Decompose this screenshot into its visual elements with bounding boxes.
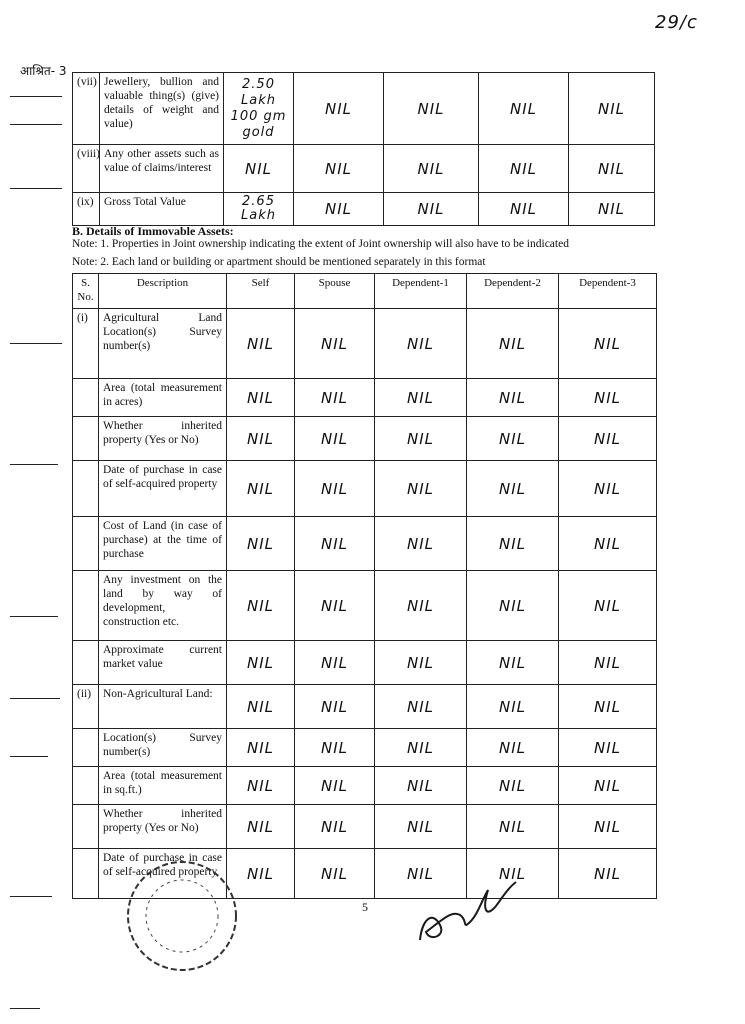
header-dependent-2: Dependent-2	[467, 274, 559, 309]
self-value: NIL	[227, 517, 295, 571]
margin-mark	[10, 896, 52, 897]
table-row	[73, 417, 657, 461]
table-row	[73, 145, 655, 193]
dep1-value: NIL	[375, 417, 467, 461]
spouse-value: NIL	[295, 729, 375, 767]
header-description: Description	[99, 274, 227, 309]
margin-mark	[10, 698, 60, 699]
dependent-3-value: NIL	[569, 193, 655, 226]
spouse-value: NIL	[295, 805, 375, 849]
table-row	[73, 193, 655, 226]
dependent-1-value: NIL	[384, 73, 479, 145]
table-row	[73, 767, 657, 805]
header-self: Self	[227, 274, 295, 309]
row-number: (vii)	[73, 73, 100, 145]
dep3-value: NIL	[559, 517, 657, 571]
signature	[412, 870, 522, 950]
self-value: NIL	[227, 767, 295, 805]
self-value: NIL	[227, 309, 295, 379]
table-row	[73, 309, 657, 379]
row-description: Date of purchase in case of self-acquired property	[99, 849, 227, 899]
dep3-value: NIL	[559, 849, 657, 899]
dep2-value: NIL	[467, 767, 559, 805]
spouse-value: NIL	[295, 379, 375, 417]
spouse-value: NIL	[295, 641, 375, 685]
header-spouse: Spouse	[295, 274, 375, 309]
spouse-value: NIL	[295, 417, 375, 461]
table-row	[73, 379, 657, 417]
row-number	[73, 805, 99, 849]
dep1-value: NIL	[375, 805, 467, 849]
official-stamp	[112, 858, 252, 978]
dependent-1-value: NIL	[384, 193, 479, 226]
spouse-value: NIL	[295, 461, 375, 517]
self-value: 2.65 Lakh	[224, 193, 294, 226]
dep1-value: NIL	[375, 767, 467, 805]
row-number: (ix)	[73, 193, 100, 226]
spouse-value: NIL	[294, 193, 384, 226]
row-number: (i)	[73, 309, 99, 379]
row-description: Agricultural Land Location(s) Survey number(s)	[99, 309, 227, 379]
dep1-value: NIL	[375, 309, 467, 379]
row-number	[73, 729, 99, 767]
dep3-value: NIL	[559, 685, 657, 729]
table-row	[73, 571, 657, 641]
dep3-value: NIL	[559, 417, 657, 461]
self-value: NIL	[227, 685, 295, 729]
self-value: NIL	[227, 379, 295, 417]
dep3-value: NIL	[559, 805, 657, 849]
row-description: Any investment on the land by way of development, construction etc.	[99, 571, 227, 641]
spouse-value: NIL	[295, 571, 375, 641]
table-row	[73, 73, 655, 145]
dep2-value: NIL	[467, 461, 559, 517]
row-number	[73, 417, 99, 461]
page-number: 5	[362, 900, 368, 914]
margin-mark	[10, 343, 62, 344]
dep2-value: NIL	[467, 571, 559, 641]
row-number	[73, 849, 99, 899]
dep1-value: NIL	[375, 729, 467, 767]
dep1-value: NIL	[375, 379, 467, 417]
dep2-value: NIL	[467, 685, 559, 729]
dep1-value: NIL	[375, 571, 467, 641]
spouse-value: NIL	[295, 309, 375, 379]
dep2-value: NIL	[467, 517, 559, 571]
self-value: NIL	[227, 417, 295, 461]
table-row	[73, 461, 657, 517]
header-dependent-3: Dependent-3	[559, 274, 657, 309]
margin-mark	[10, 124, 62, 125]
dep1-value: NIL	[375, 849, 467, 899]
row-description: Area (total measurement in sq.ft.)	[99, 767, 227, 805]
row-description: Jewellery, bullion and valuable thing(s) (give) details of weight and value)	[100, 73, 224, 145]
table-row	[73, 517, 657, 571]
dep3-value: NIL	[559, 379, 657, 417]
margin-mark	[10, 616, 58, 617]
dep1-value: NIL	[375, 641, 467, 685]
movable-assets-table	[72, 72, 655, 226]
dependent-2-value: NIL	[479, 145, 569, 193]
self-value: NIL	[224, 145, 294, 193]
dep2-value: NIL	[467, 641, 559, 685]
dep3-value: NIL	[559, 461, 657, 517]
dep2-value: NIL	[467, 805, 559, 849]
table-row	[73, 685, 657, 729]
row-number: (viii)	[73, 145, 100, 193]
self-value: 2.50 Lakh 100 gm gold	[224, 73, 294, 145]
table-header-row	[73, 274, 657, 309]
table-row	[73, 805, 657, 849]
row-description: Non-Agricultural Land:	[99, 685, 227, 729]
self-value: NIL	[227, 461, 295, 517]
row-description: Date of purchase in case of self-acquired property	[99, 461, 227, 517]
dep2-value: NIL	[467, 379, 559, 417]
dep3-value: NIL	[559, 767, 657, 805]
page-corner-mark: 29/c	[655, 12, 698, 33]
margin-mark	[10, 188, 62, 189]
dep3-value: NIL	[559, 641, 657, 685]
header-sno: S. No.	[73, 274, 99, 309]
self-value: NIL	[227, 849, 295, 899]
spouse-value: NIL	[294, 73, 384, 145]
self-value: NIL	[227, 729, 295, 767]
table-row	[73, 641, 657, 685]
dep1-value: NIL	[375, 461, 467, 517]
row-number	[73, 461, 99, 517]
row-description: Approximate current market value	[99, 641, 227, 685]
immovable-assets-table	[72, 273, 657, 899]
margin-mark	[10, 756, 48, 757]
note-1: Note: 1. Properties in Joint ownership indicating the extent of Joint ownership will also have to be indicated	[72, 238, 569, 250]
spouse-value: NIL	[295, 849, 375, 899]
dependent-3-value: NIL	[569, 145, 655, 193]
row-number	[73, 767, 99, 805]
dep3-value: NIL	[559, 729, 657, 767]
dep3-value: NIL	[559, 571, 657, 641]
spouse-value: NIL	[294, 145, 384, 193]
row-number	[73, 571, 99, 641]
row-description: Area (total measurement in acres)	[99, 379, 227, 417]
note-2: Note: 2. Each land or building or apartment should be mentioned separately in this format	[72, 256, 486, 268]
row-number	[73, 379, 99, 417]
row-number	[73, 641, 99, 685]
row-number	[73, 517, 99, 571]
dependent-2-value: NIL	[479, 193, 569, 226]
margin-mark	[10, 1008, 40, 1009]
margin-mark	[10, 464, 58, 465]
row-description: Whether inherited property (Yes or No)	[99, 417, 227, 461]
dependent-2-value: NIL	[479, 73, 569, 145]
dep1-value: NIL	[375, 517, 467, 571]
self-value: NIL	[227, 805, 295, 849]
row-description: Whether inherited property (Yes or No)	[99, 805, 227, 849]
row-description: Any other assets such as value of claims/interest	[100, 145, 224, 193]
dep2-value: NIL	[467, 849, 559, 899]
dep2-value: NIL	[467, 729, 559, 767]
row-description: Cost of Land (in case of purchase) at the time of purchase	[99, 517, 227, 571]
dep1-value: NIL	[375, 685, 467, 729]
annex-label: आश्रित- 3	[20, 64, 67, 78]
section-b-title: B. Details of Immovable Assets:	[72, 224, 234, 238]
spouse-value: NIL	[295, 767, 375, 805]
dependent-1-value: NIL	[384, 145, 479, 193]
table-row	[73, 729, 657, 767]
row-description: Gross Total Value	[100, 193, 224, 226]
self-value: NIL	[227, 641, 295, 685]
row-description: Location(s) Survey number(s)	[99, 729, 227, 767]
margin-mark	[10, 96, 62, 97]
row-number: (ii)	[73, 685, 99, 729]
dependent-3-value: NIL	[569, 73, 655, 145]
dep3-value: NIL	[559, 309, 657, 379]
spouse-value: NIL	[295, 685, 375, 729]
spouse-value: NIL	[295, 517, 375, 571]
dep2-value: NIL	[467, 417, 559, 461]
dep2-value: NIL	[467, 309, 559, 379]
self-value: NIL	[227, 571, 295, 641]
header-dependent-1: Dependent-1	[375, 274, 467, 309]
